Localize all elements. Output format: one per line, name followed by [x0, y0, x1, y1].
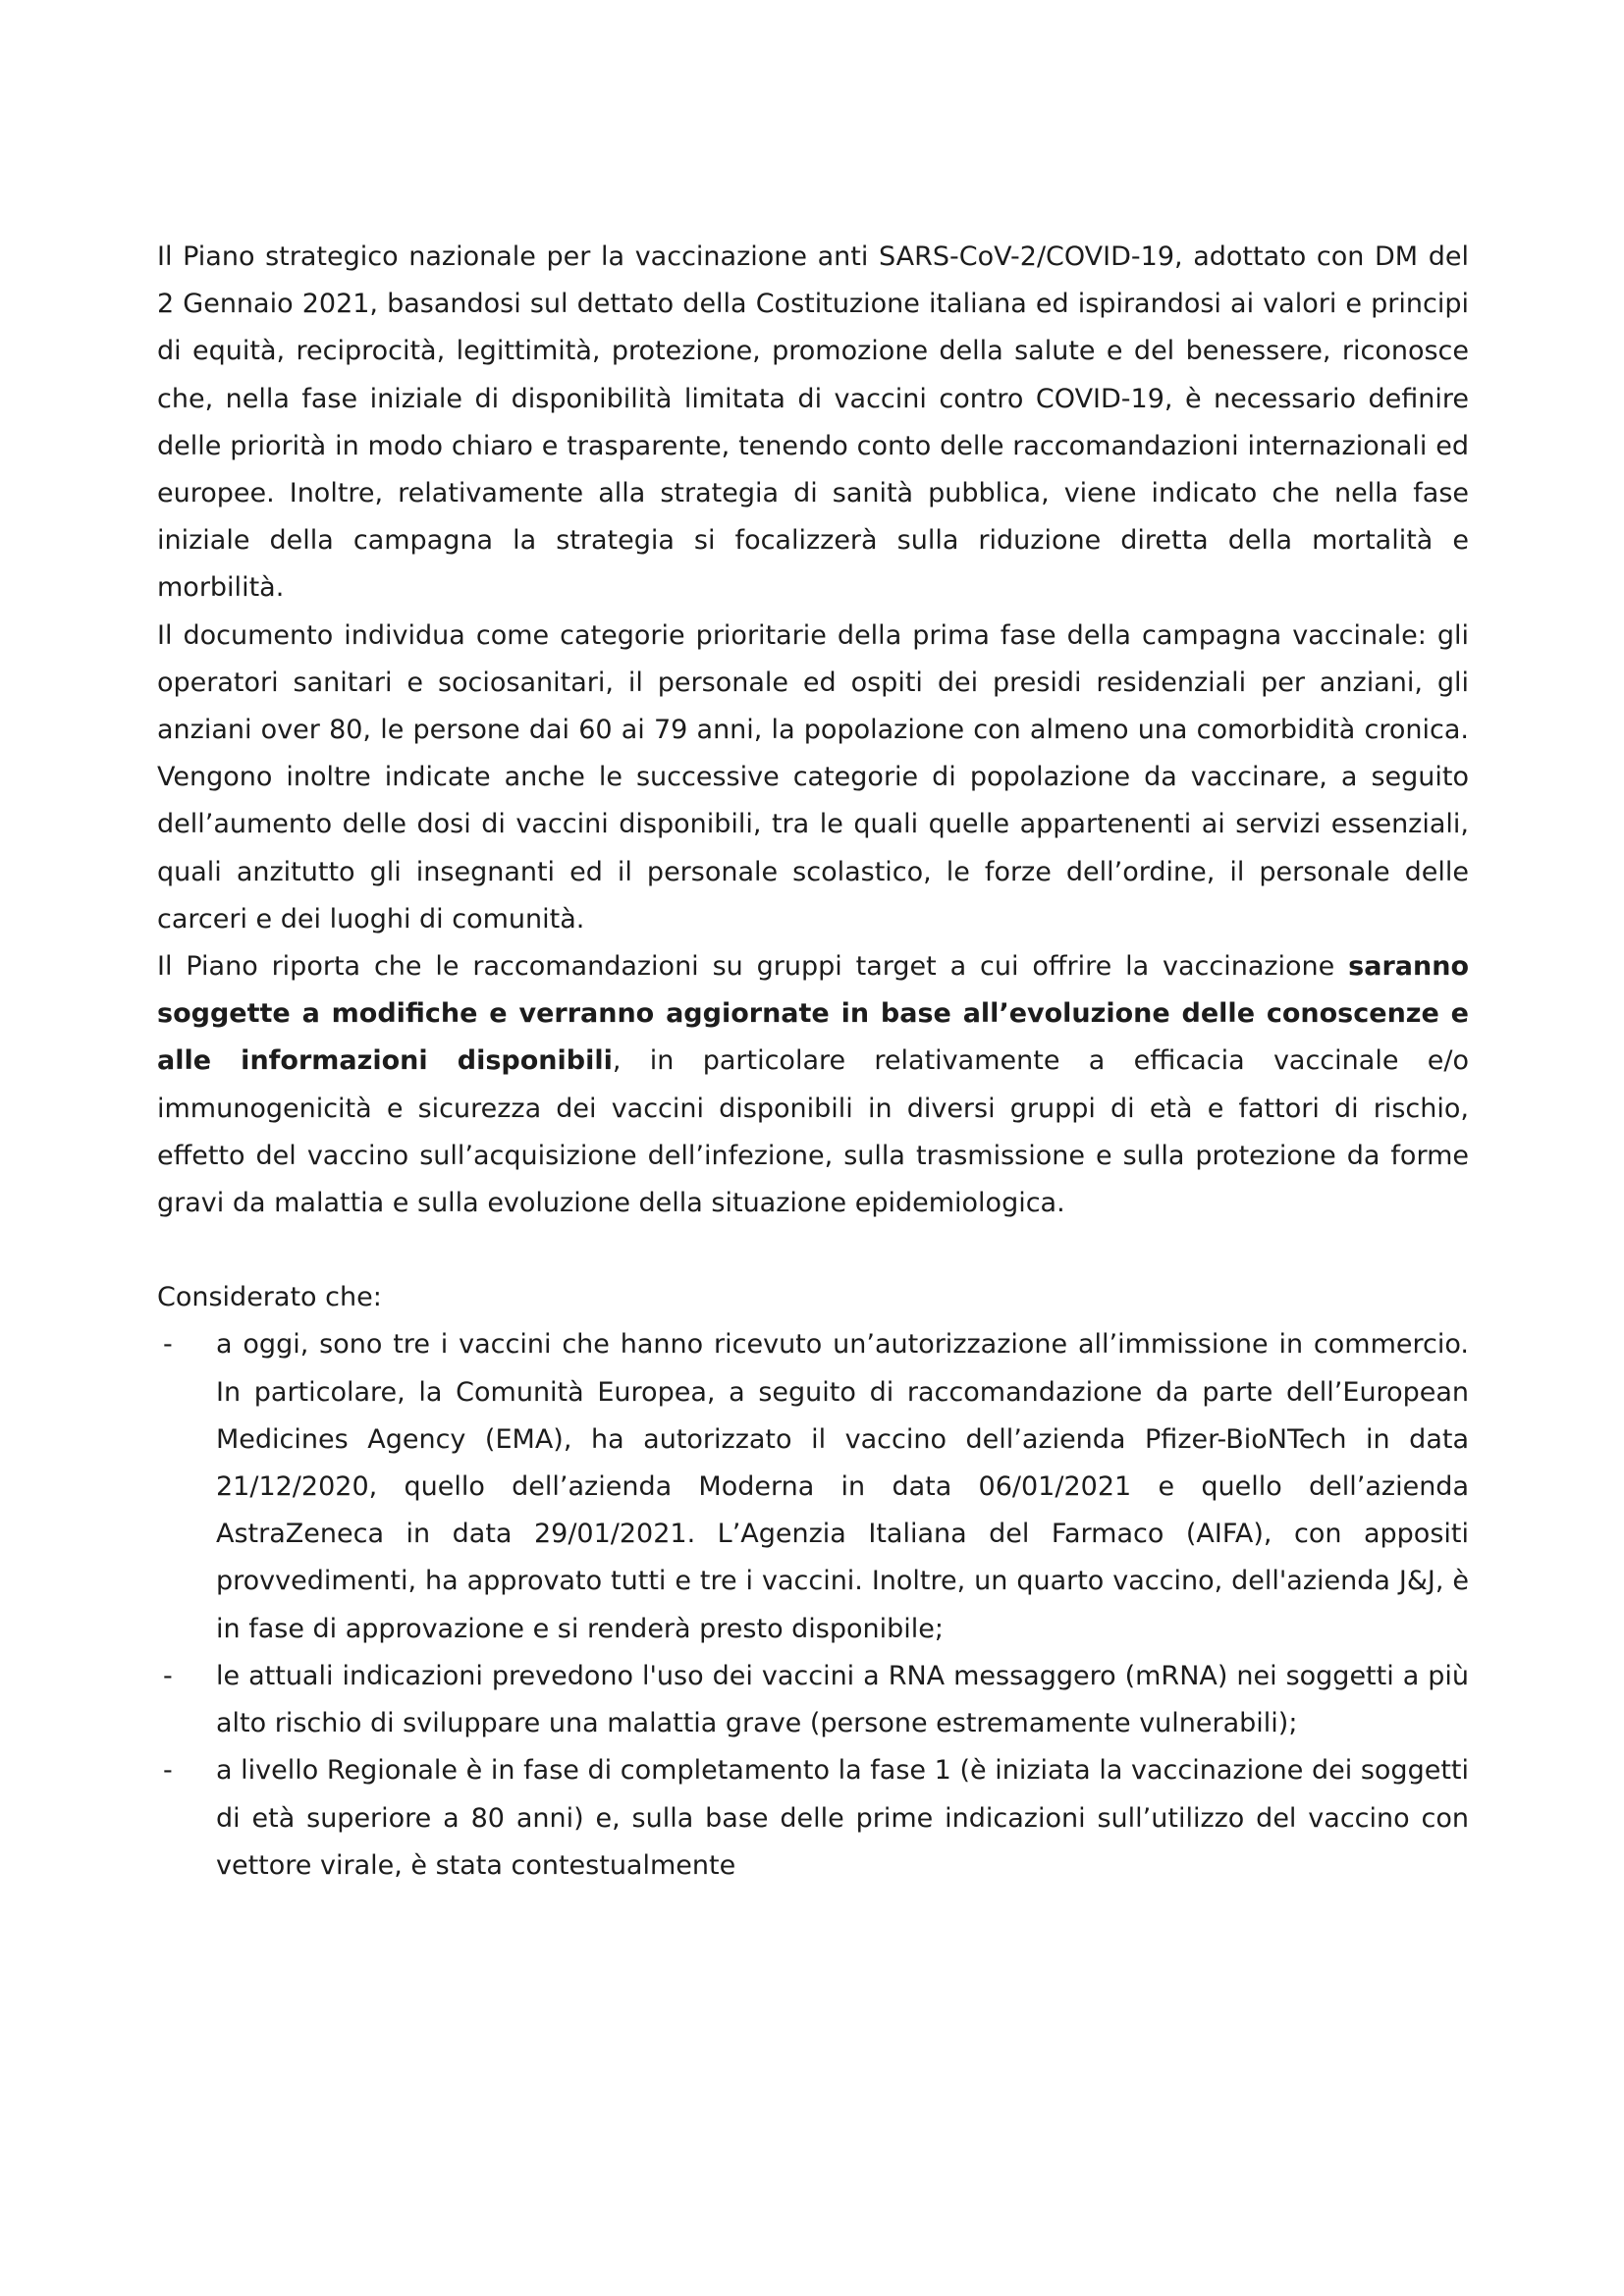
list-item-text: a livello Regionale è in fase di completamento la fase 1 (è iniziata la vaccinazione dei soggetti di età superiore a 80 anni) e, sulla base delle prime indicazioni sull’utilizzo del vaccino con vettore virale, è stata contestualmente — [216, 1755, 1469, 1881]
paragraph-piano-strategico: Il Piano strategico nazionale per la vaccinazione anti SARS-CoV-2/COVID-19, adottato con DM del 2 Gennaio 2021, basandosi sul dettato della Costituzione italiana ed ispirandosi ai valori e principi di equità, reciprocità, legittimità, protezione, promozione della salute e del benessere, riconosce che, nella fase iniziale di disponibilità limitata di vaccini contro COVID-19, è necessario definire delle priorità in modo chiaro e trasparente, tenendo conto delle raccomandazioni internazionali ed europee. Inoltre, relativamente alla strategia di sanità pubblica, viene indicato che nella fase iniziale della campagna la strategia si focalizzerà sulla riduzione diretta della mortalità e morbilità. — [157, 241, 1469, 604]
considerato-list — [157, 1321, 1469, 1889]
list-item-text: le attuali indicazioni prevedono l'uso dei vaccini a RNA messaggero (mRNA) nei soggetti a più alto rischio di sviluppare una malattia grave (persone estremamente vulnerabili); — [216, 1660, 1469, 1739]
blank-line — [157, 1227, 1469, 1274]
paragraph-raccomandazioni — [157, 943, 1469, 1227]
list-item-text: a oggi, sono tre i vaccini che hanno ricevuto un’autorizzazione all’immissione in commercio. In particolare, la Comunità Europea, a seguito di raccomandazione da parte dell’European Medicines Agency (EMA), ha autorizzato il vaccino dell’azienda Pfizer-BioNTech in data 21/12/2020, quello dell’azienda Moderna in data 06/01/2021 e quello dell’azienda AstraZeneca in data 29/01/2021. L’Agenzia Italiana del Farmaco (AIFA), con appositi provvedimenti, ha approvato tutti e tre i vaccini. Inoltre, un quarto vaccino, dell'azienda J&J, è in fase di approvazione e si renderà presto disponibile; — [216, 1329, 1469, 1644]
dash-bullet-marker: - — [163, 1660, 173, 1691]
dash-bullet-marker: - — [163, 1329, 173, 1361]
paragraph-raccomandazioni-start: Il Piano riporta che le raccomandazioni su gruppi target a cui offrire la vaccinazione — [157, 951, 1349, 983]
paragraph-categorie-prioritarie: Il documento individua come categorie prioritarie della prima fase della campagna vaccinale: gli operatori sanitari e sociosanitari, il personale ed ospiti dei presidi residenziali per anziani, gli anziani over 80, le persone dai 60 ai 79 anni, la popolazione con almeno una comorbidità cronica. Vengono inoltre indicate anche le successive categorie di popolazione da vaccinare, a seguito dell’aumento delle dosi di vaccini disponibili, tra le quali quelle appartenenti ai servizi essenziali, quali anzitutto gli insegnanti ed il personale scolastico, le forze dell’ordine, il personale delle carceri e dei luoghi di comunità. — [157, 619, 1469, 934]
document-page — [157, 234, 1469, 1890]
list-item — [157, 1747, 1469, 1890]
paragraph-raccomandazioni-bold: saranno soggette a modifiche e verranno aggiornate in base all’evoluzione delle conoscenze e alle informazioni disponibili — [157, 951, 1469, 1077]
list-item — [157, 1321, 1469, 1652]
dash-bullet-marker: - — [163, 1755, 173, 1787]
paragraph-raccomandazioni-end: , in particolare relativamente a efficacia vaccinale e/o immunogenicità e sicurezza dei vaccini disponibili in diversi gruppi di età e fattori di rischio, effetto del vaccino sull’acquisizione dell’infezione, sulla trasmissione e sulla protezione da forme gravi da malattia e sulla evoluzione della situazione epidemiologica. — [157, 1045, 1469, 1219]
considerato-heading: Considerato che: — [157, 1282, 382, 1313]
list-item — [157, 1653, 1469, 1747]
